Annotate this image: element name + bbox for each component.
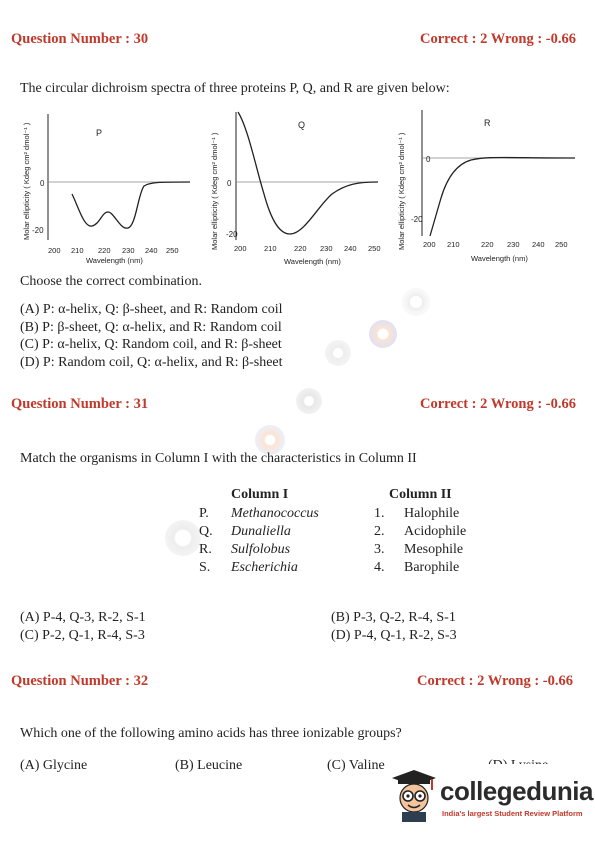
x-tick-230: 230 [320, 244, 333, 253]
x-tick-250: 250 [166, 246, 179, 255]
x-tick-200: 200 [48, 246, 61, 255]
x-tick-200: 200 [234, 244, 247, 253]
x-tick-240: 240 [344, 244, 357, 253]
option-b[interactable]: (B) P-3, Q-2, R-4, S-1 [331, 610, 456, 625]
y-tick-minus20: -20 [32, 226, 44, 235]
cd-plot-r [395, 98, 585, 268]
instruction-30: Choose the correct combination. [20, 274, 202, 289]
mascot-icon [392, 768, 438, 822]
x-tick-230: 230 [507, 240, 520, 249]
marks-q31: Correct : 2 Wrong : -0.66 [420, 396, 576, 412]
question-number-31: Question Number : 31 [11, 396, 149, 412]
plot-label-q: Q [298, 120, 306, 130]
y-tick-minus20: -20 [226, 230, 238, 239]
plot-label-p: P [96, 128, 103, 138]
column-2-list [374, 505, 470, 577]
list-item: 2. Acidophile [374, 524, 467, 539]
x-tick-250: 250 [555, 240, 568, 249]
option-a[interactable]: (A) P-4, Q-3, R-2, S-1 [20, 610, 146, 625]
brand-logo [390, 764, 593, 834]
x-axis-label: Wavelength (nm) [471, 254, 528, 263]
column-1-list [199, 505, 323, 577]
plot-label-r: R [484, 118, 491, 128]
cd-plot-q [208, 98, 398, 268]
x-tick-220: 220 [481, 240, 494, 249]
option-c[interactable]: (C) P: α-helix, Q: Random coil, and R: β-sheet [20, 337, 282, 352]
options-30 [20, 301, 283, 371]
column-1-title: Column I [231, 487, 289, 502]
watermark-seal-icon [325, 340, 351, 366]
y-tick-0: 0 [40, 179, 45, 188]
list-item: 1. Halophile [374, 506, 460, 521]
y-tick-0: 0 [426, 155, 431, 164]
option-c[interactable]: (C) Valine [327, 758, 385, 773]
list-item: Q. Dunaliella [199, 524, 291, 539]
y-tick-0: 0 [227, 179, 232, 188]
list-item: R. Sulfolobus [199, 542, 291, 557]
list-item: P. Methanococcus [199, 506, 319, 521]
option-c[interactable]: (C) P-2, Q-1, R-4, S-3 [20, 628, 145, 643]
x-tick-230: 230 [122, 246, 135, 255]
logo-wordmark: collegedunia [440, 776, 593, 806]
question-number-30: Question Number : 30 [11, 31, 149, 47]
watermark-seal-icon [369, 320, 397, 348]
option-a[interactable]: (A) P: α-helix, Q: β-sheet, and R: Random coil [20, 302, 283, 317]
logo-tagline: India's largest Student Review Platform [442, 809, 583, 818]
list-item: 4. Barophile [374, 560, 460, 575]
marks-q30: Correct : 2 Wrong : -0.66 [420, 31, 576, 47]
y-axis-label: Molar ellipticity ( Kdeg cm² dmol⁻¹ ) [397, 132, 406, 250]
x-tick-220: 220 [98, 246, 111, 255]
x-axis-label: Wavelength (nm) [86, 256, 143, 265]
option-d[interactable]: (D) P-4, Q-1, R-2, S-3 [331, 628, 457, 643]
question-stem-32: Which one of the following amino acids has three ionizable groups? [20, 726, 402, 741]
list-item: S. Escherichia [199, 560, 298, 575]
question-number-32: Question Number : 32 [11, 673, 149, 689]
option-b[interactable]: (B) Leucine [175, 758, 243, 773]
list-item: 3. Mesophile [374, 542, 464, 557]
option-b[interactable]: (B) P: β-sheet, Q: α-helix, and R: Random coil [20, 319, 282, 335]
cd-plot-p [20, 98, 210, 268]
x-axis-label: Wavelength (nm) [284, 257, 341, 266]
option-d[interactable]: (D) P: Random coil, Q: α-helix, and R: β-sheet [20, 354, 283, 370]
watermark-seal-icon [402, 288, 430, 316]
marks-q32: Correct : 2 Wrong : -0.66 [417, 673, 573, 689]
cd-curve-q [238, 112, 378, 234]
x-tick-240: 240 [532, 240, 545, 249]
x-tick-210: 210 [71, 246, 84, 255]
y-tick-minus20: -20 [411, 215, 423, 224]
y-axis-label: Molar ellipticity ( Kdeg cm² dmol⁻¹ ) [22, 122, 31, 240]
y-axis-label: Molar ellipticity ( Kdeg cm² dmol⁻¹ ) [210, 132, 219, 250]
x-tick-200: 200 [423, 240, 436, 249]
column-2-title: Column II [389, 487, 452, 502]
watermark-seal-icon [165, 520, 201, 556]
x-tick-210: 210 [447, 240, 460, 249]
x-tick-210: 210 [264, 244, 277, 253]
x-tick-240: 240 [145, 246, 158, 255]
x-tick-250: 250 [368, 244, 381, 253]
option-a[interactable]: (A) Glycine [20, 758, 88, 773]
cd-curve-p [72, 182, 190, 228]
question-stem-31: Match the organisms in Column I with the characteristics in Column II [20, 451, 417, 466]
x-tick-220: 220 [294, 244, 307, 253]
question-stem-30: The circular dichroism spectra of three proteins P, Q, and R are given below: [20, 81, 450, 96]
watermark-seal-icon [296, 388, 322, 414]
cd-curve-r [430, 158, 575, 237]
